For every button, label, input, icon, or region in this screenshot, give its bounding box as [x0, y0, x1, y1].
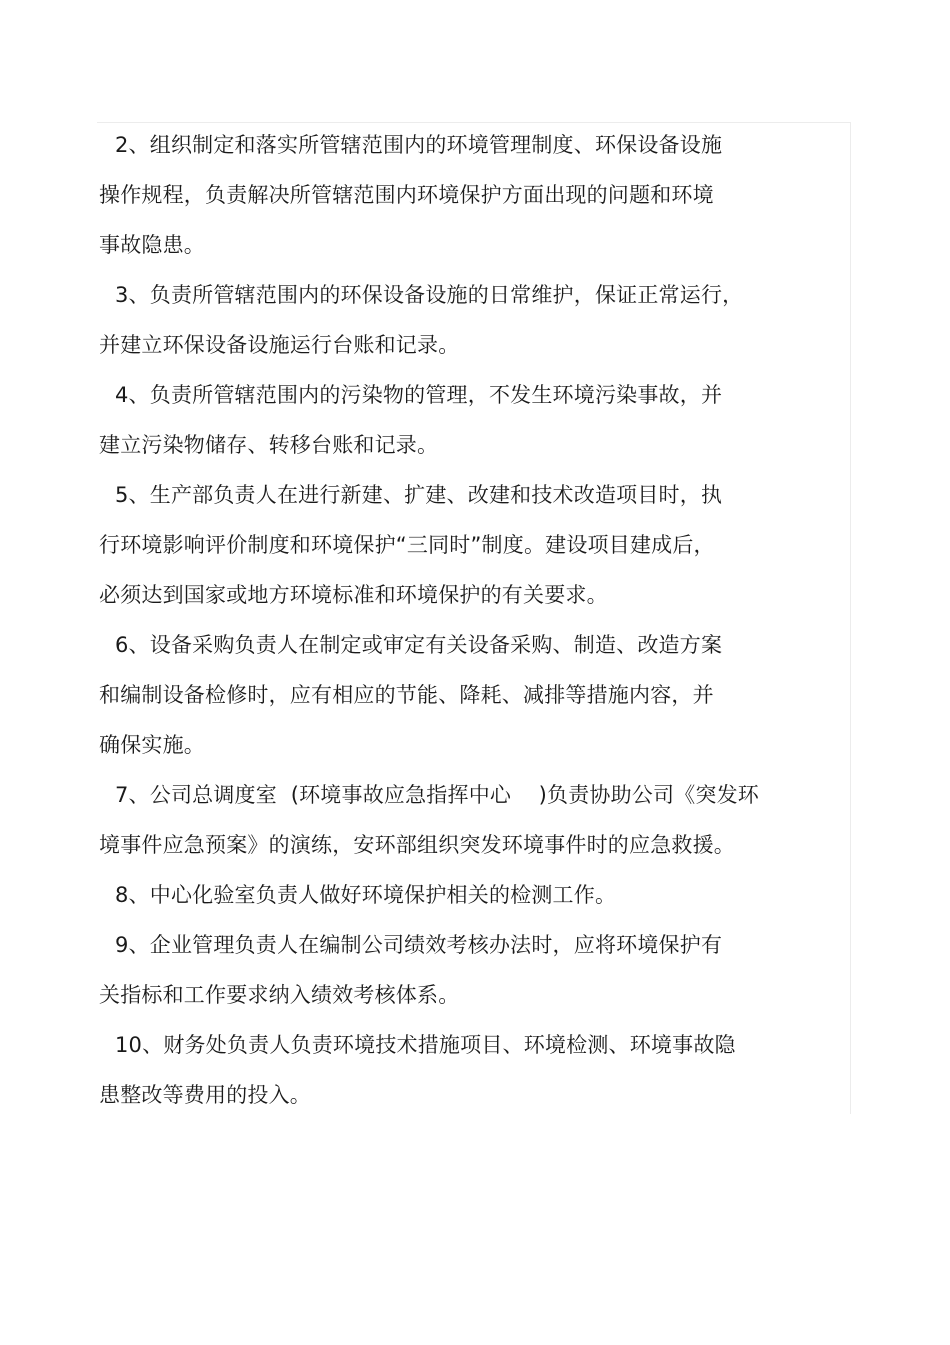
- paragraph-line: 10、财务处负责人负责环境技术措施项目、环境检测、环境事故隐: [115, 1033, 736, 1057]
- paragraph-line: 建立污染物储存、转移台账和记录。: [99, 433, 439, 457]
- paragraph-line: 和编制设备检修时，应有相应的节能、降耗、减排等措施内容，并: [99, 683, 714, 707]
- paragraph-3: [99, 270, 829, 370]
- paragraph-10: [99, 1020, 829, 1120]
- paragraph-line: 操作规程，负责解决所管辖范围内环境保护方面出现的问题和环境: [99, 183, 714, 207]
- paragraph-4: [99, 370, 829, 470]
- paragraph-line: 2、组织制定和落实所管辖范围内的环境管理制度、环保设备设施: [115, 133, 723, 157]
- paragraph-line: 必须达到国家或地方环境标准和环境保护的有关要求。: [99, 583, 608, 607]
- paragraph-line: 事故隐患。: [99, 233, 205, 257]
- paragraph-line: 8、中心化验室负责人做好环境保护相关的检测工作。: [115, 883, 617, 907]
- paragraph-line: 5、生产部负责人在进行新建、扩建、改建和技术改造项目时，执: [115, 483, 723, 507]
- paragraph-line: 4、负责所管辖范围内的污染物的管理，不发生环境污染事故，并: [115, 383, 723, 407]
- paragraph-8: [99, 870, 829, 920]
- paragraph-line: 确保实施。: [99, 733, 205, 757]
- paragraph-7: [99, 770, 829, 870]
- paragraph-2: [99, 120, 829, 270]
- paragraph-line: 行环境影响评价制度和环境保护“三同时”制度。建设项目建成后，: [99, 533, 715, 557]
- paragraph-6: [99, 620, 829, 770]
- paragraph-line: 7、公司总调度室 (环境事故应急指挥中心 )负责协助公司《突发环: [115, 783, 759, 807]
- paragraph-line: 9、企业管理负责人在编制公司绩效考核办法时，应将环境保护有: [115, 933, 723, 957]
- paragraph-9: [99, 920, 829, 1020]
- document-body: [99, 120, 829, 1120]
- paragraph-line: 3、负责所管辖范围内的环保设备设施的日常维护，保证正常运行，: [115, 283, 744, 307]
- paragraph-line: 并建立环保设备设施运行台账和记录。: [99, 333, 460, 357]
- paragraph-line: 患整改等费用的投入。: [99, 1083, 311, 1107]
- paragraph-line: 境事件应急预案》的演练，安环部组织突发环境事件时的应急救援。: [99, 833, 735, 857]
- paragraph-line: 关指标和工作要求纳入绩效考核体系。: [99, 983, 460, 1007]
- paragraph-5: [99, 470, 829, 620]
- paragraph-line: 6、设备采购负责人在制定或审定有关设备采购、制造、改造方案: [115, 633, 723, 657]
